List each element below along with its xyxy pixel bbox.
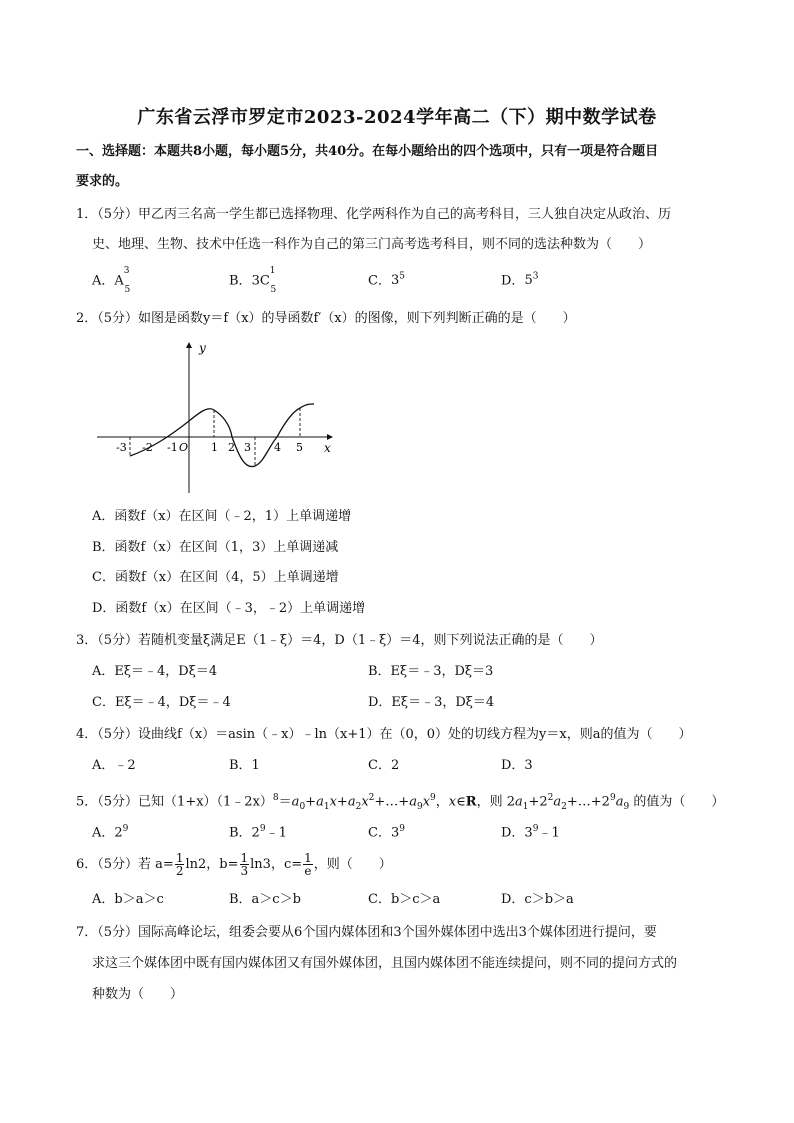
q5-option-d: D．$3^9﹣1$ xyxy=(501,824,560,841)
x-axis-label: x xyxy=(324,441,331,455)
q1-stem-line1: 1．（5分）甲乙丙三名高一学生都已选择物理、化学两科作为自己的高考科目，三人独自决定从政治、历 xyxy=(76,207,672,222)
tick-label: -2 xyxy=(142,441,153,454)
q2-option-d: D．函数f（x）在区间（﹣3，﹣2）上单调递增 xyxy=(92,601,366,616)
q7-stem-line1: 7．（5分）国际高峰论坛，组委会要从6个国内媒体团和3个国外媒体团中选出3个媒体团进行提问，要 xyxy=(76,925,657,940)
tick-label: 5 xyxy=(296,441,303,454)
q4-option-c: C．2 xyxy=(368,758,400,773)
section-header-line2: 要求的。 xyxy=(76,174,129,189)
q7-stem-line2: 求这三个媒体团中既有国内媒体团又有国外媒体团，且国内媒体团不能连续提问，则不同的提问方式的 xyxy=(92,956,678,971)
derivative-curve xyxy=(130,404,314,467)
q1-option-d-formula: $5^3$ xyxy=(524,272,539,289)
q4-option-b: B．1 xyxy=(229,758,260,773)
q2-stem: 2．（5分）如图是函数y＝f（x）的导函数f′（x）的图像，则下列判断正确的是（ ） xyxy=(76,311,576,326)
tick-label: 4 xyxy=(274,441,281,454)
q5-option-b-label: B．2 xyxy=(229,825,260,841)
q5-option-a-label: A．2 xyxy=(92,825,123,841)
q1-option-d-label: D． xyxy=(501,273,525,289)
q3-option-b: B．Eξ＝﹣3，Dξ＝3 xyxy=(368,664,494,679)
q5-option-b: B．$2^9﹣1$ xyxy=(229,824,287,841)
q6-stem: 6．（5分）若 a= $\frac{1}{2}$ ln2，b= $\frac{1}{3}$ ln3，c= $\frac{1}{e}$ ，则（ ） xyxy=(76,851,392,878)
q1-stem-line2: 史、地理、生物、技术中任选一科作为自己的第三门高考选考科目，则不同的选法种数为（ ） xyxy=(92,237,652,252)
tick-label: -3 xyxy=(116,441,127,454)
q1-option-a xyxy=(92,268,135,295)
q4-option-d: D．3 xyxy=(501,758,533,773)
q5-stem-prefix: 5．（5分）已知（1+x）（1﹣2x） xyxy=(76,794,273,810)
q6-option-c: C．b＞c＞a xyxy=(368,892,441,907)
q5-option-c-label: C．3 xyxy=(368,825,400,841)
q7-stem-line3: 种数为（ ） xyxy=(92,987,184,1002)
page-title: 广东省云浮市罗定市2023-2024学年高二（下）期中数学试卷 xyxy=(137,107,657,128)
q1-option-a-label: A． xyxy=(92,273,115,289)
q1-option-d xyxy=(501,268,538,290)
q3-option-d: D．Eξ＝﹣3，Dξ＝4 xyxy=(368,695,495,710)
q3-stem: 3．（5分）若随机变量ξ满足E（1﹣ξ）＝4，D（1﹣ξ）＝4，则下列说法正确的是（ ） xyxy=(76,633,603,648)
tick-label: 2 xyxy=(228,441,235,454)
q6-option-d: D．c＞b＞a xyxy=(501,892,574,907)
section-header-line1: 一、选择题：本题共8小题，每小题5分，共40分。在每小题给出的四个选项中，只有一项是符合题目 xyxy=(76,144,659,159)
tick-label: 3 xyxy=(244,441,251,454)
q3-option-c: C．Eξ＝﹣4，Dξ＝﹣4 xyxy=(92,695,231,710)
q1-option-a-formula: $A^3_5$ xyxy=(114,266,131,295)
derivative-graph xyxy=(92,338,342,498)
q2-option-c: C．函数f（x）在区间（4，5）上单调递增 xyxy=(92,570,339,585)
q1-option-b xyxy=(229,268,281,295)
q5-stem: 5．（5分）已知$(1+x)(1﹣2x)^8=a_0+a_1x+a_2x^2+\dots+a_9x^9$，x∈R，则 $2a_1+2^2a_2+\dots+2^9a_9$ 的值为（ ） xyxy=(76,793,725,812)
origin-label: O xyxy=(179,441,189,454)
q5-option-d-label: D．3 xyxy=(501,825,533,841)
q6-stem-prefix: 6．（5分）若 xyxy=(76,857,152,872)
y-axis-label: y xyxy=(199,341,206,355)
q1-option-c-formula: $3^5$ xyxy=(390,272,405,289)
tick-label: 1 xyxy=(211,441,218,454)
q1-option-c xyxy=(368,268,405,290)
q6-option-b: B．a＞c＞b xyxy=(229,892,301,907)
q2-option-a: A．函数f（x）在区间（﹣2，1）上单调递增 xyxy=(92,509,352,524)
q4-option-a: A．﹣2 xyxy=(92,758,136,773)
q1-option-b-formula: $3C^1_5$ xyxy=(251,266,277,295)
q4-stem: 4．（5分）设曲线f（x）＝asin（﹣x）﹣ln（x+1）在（0，0）处的切线方程为y＝x，则a的值为（ ） xyxy=(76,727,692,742)
q1-option-c-label: C． xyxy=(368,273,391,289)
q1-option-b-label: B． xyxy=(229,273,252,289)
q2-option-b: B．函数f（x）在区间（1，3）上单调递减 xyxy=(92,540,339,555)
tick-label: -1 xyxy=(167,441,178,454)
q5-option-c: C．$3^9$ xyxy=(368,824,405,841)
q3-option-a: A．Eξ＝﹣4，Dξ＝4 xyxy=(92,664,218,679)
q5-option-a: A．$2^9$ xyxy=(92,824,129,841)
q6-option-a: A．b＞a＞c xyxy=(92,892,164,907)
